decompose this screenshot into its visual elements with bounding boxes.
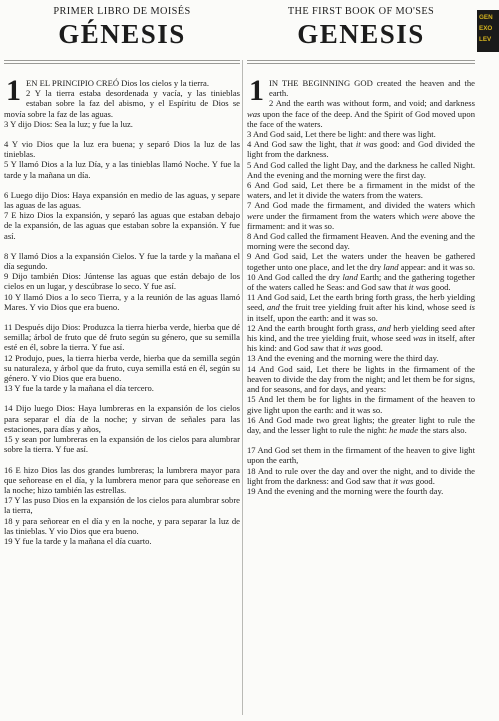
verse: 10 And God called the dry land Earth; and the gathering together of the waters called he Seas: and God saw that it was good. xyxy=(247,271,475,293)
book-tab-label[interactable]: GEN xyxy=(479,14,493,21)
verse: 4 Y vio Dios que la luz era buena; y separó Dios la luz de las tinieblas. xyxy=(4,139,240,160)
verse: 2 Y la tierra estaba desordenada y vacía, y las tinieblas estaban sobre la faz del abismo, y el Espíritu de Dios se movía sobre la faz de las aguas. xyxy=(4,88,240,119)
verse: IN THE BEGINNING GOD created the heaven and the earth. xyxy=(269,78,475,99)
header-rule-bottom xyxy=(247,63,475,64)
verse: 3 Y dijo Dios: Sea la luz; y fue la luz. xyxy=(4,118,133,129)
verse: 8 And God called the firmament Heaven. And the evening and the morning were the second day. xyxy=(247,231,475,252)
english-chapter-number: 1 xyxy=(249,74,264,107)
verse: 15 y sean por lumbreras en la expansión de los cielos para alumbrar sobre la tierra. Y fue así. xyxy=(4,434,240,455)
verse: 16 And God made two great lights; the greater light to rule the day, and the lesser light to rule the night: he made the stars also. xyxy=(247,414,475,435)
verse: 12 Produjo, pues, la tierra hierba verde, hierba que da semilla según su naturaleza, y árbol que da fruto, cuya semilla está en él, según su género. Y vio Dios que era bueno. xyxy=(4,352,240,384)
verse: 18 And to rule over the day and over the night, and to divide the light from the darkness: and God saw that it was good. xyxy=(247,465,475,486)
verse: 13 And the evening and the morning were the third day. xyxy=(247,353,439,364)
verse: 12 And the earth brought forth grass, and herb yielding seed after his kind, and the tree yielding fruit, whose seed was in itself, after his kind: and God saw that it was good. xyxy=(247,322,475,354)
verse: 8 Y llamó Dios a la expansión Cielos. Y fue la tarde y la mañana el día segundo. xyxy=(4,250,240,272)
verse: 19 And the evening and the morning were the fourth day. xyxy=(247,485,444,496)
verse: 6 And God said, Let there be a firmament in the midst of the waters, and let it divide the waters from the waters. xyxy=(247,180,475,201)
verse: 7 E hizo Dios la expansión, y separó las aguas que estaban debajo de la expansión, de las aguas que estaban sobre la expansión. Y fue así. xyxy=(4,210,240,241)
english-book-subtitle: THE FIRST BOOK OF MO'SES xyxy=(287,6,435,17)
verse: 13 Y fue la tarde y la mañana el día tercero. xyxy=(4,383,154,394)
verse: 3 And God said, Let there be light: and there was light. xyxy=(247,129,436,140)
column-divider xyxy=(242,60,243,715)
verse: 14 Dijo luego Dios: Haya lumbreras en la expansión de los cielos para separar el día de la noche; y sirvan de señales para las estaciones, para días y años, xyxy=(4,403,240,434)
verse: 19 Y fue la tarde y la mañana el día cuarto. xyxy=(4,535,152,546)
english-verses xyxy=(247,74,475,496)
spanish-verses xyxy=(4,74,240,546)
verse: 10 Y llamó Dios a lo seco Tierra, y a la reunión de las aguas llamó Mares. Y vio Dios que era bueno. xyxy=(4,291,240,312)
verse: 18 y para señorear en el día y en la noche, y para separar la luz de las tinieblas. Y vio Dios que era bueno. xyxy=(4,515,240,536)
verse: EN EL PRINCIPIO CREÓ Dios los cielos y la tierra. xyxy=(26,78,209,88)
spanish-column xyxy=(4,0,240,721)
header-rule-bottom xyxy=(4,63,240,64)
spanish-book-title: GÉNESIS xyxy=(58,19,186,49)
verse: 17 And God set them in the firmament of the heaven to give light upon the earth, xyxy=(247,445,475,466)
verse: 16 E hizo Dios las dos grandes lumbreras; la lumbrera mayor para que señorease en el día, y la lumbrera menor para que señorease en la noche; hizo también las estrellas. xyxy=(4,464,240,495)
verse: 4 And God saw the light, that it was good: and God divided the light from the darkness. xyxy=(247,139,475,160)
book-tab-label[interactable]: EXO xyxy=(479,25,493,32)
verse: 11 Después dijo Dios: Produzca la tierra hierba verde, hierba que dé semilla; árbol de fruto que dé fruto según su género, que su semilla esté en él, sobre la tierra. Y fue así. xyxy=(4,322,240,353)
spanish-chapter-number: 1 xyxy=(6,74,21,107)
verse: 9 Dijo también Dios: Júntense las aguas que están debajo de los cielos en un lugar, y descúbrase lo seco. Y fue así. xyxy=(4,271,240,292)
verse: 2 And the earth was without form, and void; and darkness was upon the face of the deep. And the Spirit of God moved upon the face of the waters. xyxy=(247,98,475,129)
english-column xyxy=(247,0,475,721)
verse: 15 And let them be for lights in the firmament of the heaven to give light upon the earth: and it was so. xyxy=(247,394,475,415)
header-rule-top xyxy=(4,60,240,61)
verse: 14 And God said, Let there be lights in the firmament of the heaven to divide the day from the night; and let them be for signs, and for seasons, and for days, and years: xyxy=(247,363,475,395)
verse: 7 And God made the firmament, and divided the waters which were under the firmament from the waters which were above the firmament: and it was so. xyxy=(247,200,475,231)
verse: 6 Luego dijo Dios: Haya expansión en medio de las aguas, y separe las aguas de las aguas. xyxy=(4,189,240,211)
verse: 5 Y llamó Dios a la luz Día, y a las tinieblas llamó Noche. Y fue la tarde y la mañana un día. xyxy=(4,159,240,180)
english-book-title: GENESIS xyxy=(297,19,425,49)
verse: 17 Y las puso Dios en la expansión de los cielos para alumbrar sobre la tierra, xyxy=(4,495,240,516)
book-tab-label[interactable]: LEV xyxy=(479,36,492,43)
verse: 5 And God called the light Day, and the darkness he called Night. And the evening and the morning were the first day. xyxy=(247,159,475,180)
verse: 9 And God said, Let the waters under the heaven be gathered together unto one place, and let the dry land appear: and it was so. xyxy=(247,251,475,272)
verse: 11 And God said, Let the earth bring forth grass, the herb yielding seed, and the fruit tree yielding fruit after his kind, whose seed is in itself, upon the earth: and it was so. xyxy=(247,292,475,323)
spanish-book-subtitle: PRIMER LIBRO DE MOISÉS xyxy=(53,6,191,17)
header-rule-top xyxy=(247,60,475,61)
book-index-tab[interactable] xyxy=(477,10,499,52)
